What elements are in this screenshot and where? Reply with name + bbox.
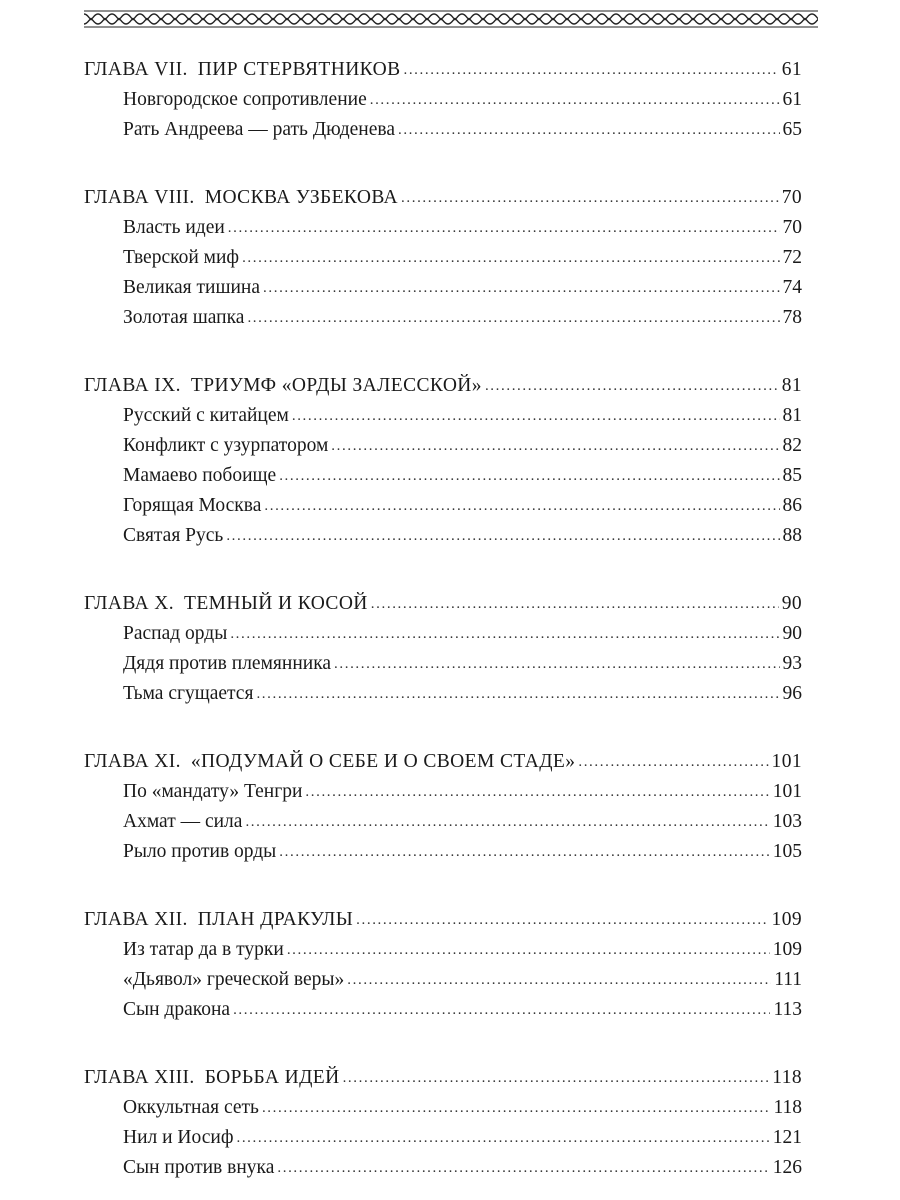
chapter-spacer <box>84 867 802 905</box>
section-title: Тьма сгущается <box>123 683 254 704</box>
chapter-number: ГЛАВА X. <box>84 593 175 614</box>
section-title: Тверской миф <box>123 247 240 268</box>
section-title: Святая Русь <box>123 525 224 546</box>
section-page-number: 74 <box>782 277 802 298</box>
dot-leader <box>370 85 780 115</box>
dot-leader <box>228 213 780 243</box>
section-title: Рыло против орды <box>123 841 277 862</box>
section-row[interactable] <box>84 965 802 995</box>
dot-leader <box>485 371 779 401</box>
section-row[interactable] <box>84 521 802 551</box>
chapter-title: «ПОДУМАЙ О СЕБЕ И О СВОЕМ СТАДЕ» <box>190 751 576 772</box>
section-row[interactable] <box>84 1123 802 1153</box>
chapter-heading <box>84 589 368 619</box>
chapter-title: ТРИУМФ «ОРДЫ ЗАЛЕССКОЙ» <box>190 375 482 396</box>
chapter-heading-row[interactable] <box>84 747 802 777</box>
section-row[interactable] <box>84 431 802 461</box>
chapter-block <box>84 747 802 867</box>
section-row[interactable] <box>84 1093 802 1123</box>
section-title: Новгородское сопротивление <box>123 89 367 110</box>
section-title: Ахмат — сила <box>123 811 243 832</box>
section-title: Власть идеи <box>123 217 225 238</box>
section-page-number: 96 <box>782 683 802 704</box>
chapter-heading <box>84 1063 340 1093</box>
section-row[interactable] <box>84 243 802 273</box>
dot-leader <box>262 1093 771 1123</box>
section-page-number: 113 <box>773 999 802 1020</box>
dot-leader <box>233 995 770 1025</box>
section-row[interactable] <box>84 303 802 333</box>
section-row[interactable] <box>84 837 802 867</box>
section-row[interactable] <box>84 115 802 145</box>
section-page-number: 82 <box>782 435 802 456</box>
section-row[interactable] <box>84 401 802 431</box>
chapter-block <box>84 905 802 1025</box>
section-page-number: 81 <box>782 405 802 426</box>
section-title: Конфликт с узурпатором <box>123 435 329 456</box>
section-title: Распад орды <box>123 623 228 644</box>
section-row[interactable] <box>84 619 802 649</box>
dot-leader <box>242 243 779 273</box>
section-title: Сын против внука <box>123 1157 275 1178</box>
section-row[interactable] <box>84 213 802 243</box>
chapter-spacer <box>84 333 802 371</box>
section-title: Рать Андреева — рать Дюденева <box>123 119 395 140</box>
dot-leader <box>343 1063 770 1093</box>
section-row[interactable] <box>84 1153 802 1183</box>
dot-leader <box>398 115 780 145</box>
chapter-page-number: 81 <box>781 375 802 396</box>
chapter-block <box>84 183 802 333</box>
section-page-number: 90 <box>782 623 802 644</box>
section-row[interactable] <box>84 777 802 807</box>
section-page-number: 103 <box>772 811 802 832</box>
chapter-number: ГЛАВА IX. <box>84 375 181 396</box>
chapter-heading-row[interactable] <box>84 1063 802 1093</box>
section-title: Сын дракона <box>123 999 231 1020</box>
section-page-number: 118 <box>773 1097 802 1118</box>
section-title: Золотая шапка <box>123 307 245 328</box>
section-title: Нил и Иосиф <box>123 1127 234 1148</box>
chapter-page-number: 61 <box>781 59 802 80</box>
dot-leader <box>403 55 778 85</box>
dot-leader <box>247 303 779 333</box>
section-page-number: 85 <box>782 465 802 486</box>
chapter-spacer <box>84 1025 802 1063</box>
chapter-block <box>84 1063 802 1183</box>
section-page-number: 126 <box>772 1157 802 1178</box>
dot-leader <box>236 1123 769 1153</box>
section-page-number: 70 <box>782 217 802 238</box>
dot-leader <box>277 1153 769 1183</box>
dot-leader <box>256 679 779 709</box>
chapter-number: ГЛАВА VIII. <box>84 187 195 208</box>
section-title: Дядя против племянника <box>123 653 332 674</box>
section-title: Великая тишина <box>123 277 261 298</box>
section-row[interactable] <box>84 461 802 491</box>
dot-leader <box>578 747 768 777</box>
dot-leader <box>401 183 779 213</box>
dot-leader <box>279 837 769 867</box>
chapter-heading <box>84 905 353 935</box>
section-title: Из татар да в турки <box>123 939 284 960</box>
dot-leader <box>334 649 779 679</box>
section-page-number: 101 <box>772 781 802 802</box>
chapter-heading-row[interactable] <box>84 589 802 619</box>
chapter-spacer <box>84 709 802 747</box>
chapter-title: ТЕМНЫЙ И КОСОЙ <box>184 593 368 614</box>
chapter-number: ГЛАВА XII. <box>84 909 188 930</box>
chapter-page-number: 90 <box>781 593 802 614</box>
section-page-number: 65 <box>782 119 802 140</box>
section-row[interactable] <box>84 273 802 303</box>
section-title: Горящая Москва <box>123 495 262 516</box>
chapter-title: МОСКВА УЗБЕКОВА <box>204 187 399 208</box>
chapter-block <box>84 55 802 145</box>
dot-leader <box>226 521 779 551</box>
chapter-heading <box>84 183 398 213</box>
dot-leader <box>230 619 779 649</box>
section-row[interactable] <box>84 649 802 679</box>
chapter-heading-row[interactable] <box>84 371 802 401</box>
section-title: Оккультная сеть <box>123 1097 259 1118</box>
decorative-border-ornament <box>84 10 818 28</box>
section-row[interactable] <box>84 995 802 1025</box>
chapter-page-number: 118 <box>772 1067 802 1088</box>
section-title: Мамаево побоище <box>123 465 277 486</box>
section-row[interactable] <box>84 935 802 965</box>
dot-leader <box>245 807 769 837</box>
section-page-number: 86 <box>782 495 802 516</box>
dot-leader <box>371 589 779 619</box>
section-page-number: 61 <box>782 89 802 110</box>
dot-leader <box>305 777 769 807</box>
section-page-number: 109 <box>772 939 802 960</box>
section-row[interactable] <box>84 807 802 837</box>
chapter-number: ГЛАВА VII. <box>84 59 188 80</box>
chapter-spacer <box>84 551 802 589</box>
chapter-block <box>84 589 802 709</box>
dot-leader <box>331 431 779 461</box>
dot-leader <box>263 273 779 303</box>
chapter-heading <box>84 55 400 85</box>
chapter-heading-row[interactable] <box>84 183 802 213</box>
chapter-page-number: 101 <box>771 751 802 772</box>
section-page-number: 93 <box>782 653 802 674</box>
chapter-title: ПИР СТЕРВЯТНИКОВ <box>197 59 401 80</box>
section-page-number: 78 <box>782 307 802 328</box>
section-row[interactable] <box>84 85 802 115</box>
dot-leader <box>292 401 780 431</box>
chapter-title: ПЛАН ДРАКУЛЫ <box>197 909 354 930</box>
dot-leader <box>347 965 771 995</box>
section-row[interactable] <box>84 679 802 709</box>
section-row[interactable] <box>84 491 802 521</box>
chapter-spacer <box>84 145 802 183</box>
chapter-heading <box>84 747 575 777</box>
chapter-heading <box>84 371 482 401</box>
section-page-number: 105 <box>772 841 802 862</box>
section-page-number: 88 <box>782 525 802 546</box>
dot-leader <box>264 491 779 521</box>
chapter-heading-row[interactable] <box>84 905 802 935</box>
section-title: «Дьявол» греческой веры» <box>123 969 345 990</box>
section-page-number: 72 <box>782 247 802 268</box>
chapter-page-number: 109 <box>771 909 802 930</box>
chapter-page-number: 70 <box>781 187 802 208</box>
chapter-heading-row[interactable] <box>84 55 802 85</box>
dot-leader <box>356 905 768 935</box>
chapter-block <box>84 371 802 551</box>
chapter-title: БОРЬБА ИДЕЙ <box>204 1067 340 1088</box>
section-title: По «мандату» Тенгри <box>123 781 303 802</box>
dot-leader <box>287 935 770 965</box>
section-page-number: 121 <box>772 1127 802 1148</box>
chapter-number: ГЛАВА XI. <box>84 751 181 772</box>
dot-leader <box>279 461 779 491</box>
table-of-contents <box>84 55 802 1183</box>
section-page-number: 111 <box>774 969 802 990</box>
chapter-number: ГЛАВА XIII. <box>84 1067 195 1088</box>
section-title: Русский с китайцем <box>123 405 289 426</box>
